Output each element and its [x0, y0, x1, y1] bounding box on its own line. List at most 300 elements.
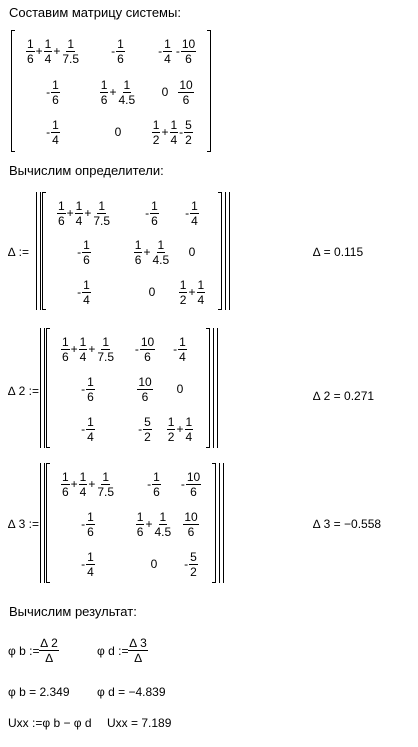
matrix-expression	[167, 415, 193, 444]
matrix-cell	[170, 234, 214, 270]
matrix-expression	[100, 78, 136, 107]
fraction-numerator: 10	[181, 36, 196, 51]
fraction	[150, 199, 159, 228]
fraction-numerator: 1	[197, 277, 205, 292]
matrix-cell-content	[151, 557, 158, 571]
fraction	[140, 335, 155, 364]
fraction-denominator: 6	[185, 51, 192, 66]
matrix-expression	[46, 78, 60, 107]
matrix-bracket-right	[218, 192, 222, 310]
determinant-bar-left-outer	[40, 328, 41, 448]
determinant-bar-right-inner	[219, 463, 220, 583]
fraction	[178, 78, 193, 107]
matrix-cell	[46, 234, 122, 270]
plus-sign: +	[188, 285, 196, 299]
determinant-bar-right-inner	[225, 192, 226, 310]
heading-determinants: Вычислим определители:	[9, 163, 164, 178]
fraction	[86, 510, 95, 539]
fraction-numerator: 1	[102, 334, 110, 349]
matrix-value: 0	[114, 125, 122, 139]
fraction-numerator: 1	[123, 77, 131, 92]
fraction	[181, 37, 196, 66]
fraction	[86, 550, 95, 579]
minus-sign: -	[173, 342, 178, 356]
plus-sign: +	[143, 245, 151, 259]
phi-d-definition	[97, 636, 148, 665]
fraction-numerator: 1	[79, 334, 87, 349]
fraction	[79, 470, 88, 499]
fraction-numerator: 1	[57, 198, 65, 213]
matrix-cell	[15, 114, 91, 150]
minus-sign: -	[77, 285, 82, 299]
fraction-denominator: 6	[57, 213, 65, 228]
fraction-numerator: 1	[100, 77, 108, 92]
matrix-cell-content	[81, 510, 95, 539]
fraction-denominator: 4	[79, 484, 87, 499]
fraction	[82, 278, 91, 307]
matrix-value: 0	[150, 557, 158, 571]
matrix-cell	[170, 274, 214, 310]
plus-sign: +	[35, 44, 43, 58]
matrix-expression	[179, 118, 193, 147]
matrix-cell	[158, 371, 202, 407]
fraction-denominator: 6	[100, 92, 108, 107]
phi-b-definition	[8, 636, 59, 665]
fraction-denominator: 6	[61, 484, 69, 499]
matrix-expression	[26, 37, 80, 66]
phi-d-def-lhs: φ d :=	[97, 643, 129, 658]
fraction-denominator: 6	[61, 349, 69, 364]
fraction-numerator: 1	[87, 549, 94, 564]
matrix-cell	[174, 506, 208, 542]
fraction	[152, 118, 161, 147]
fraction-numerator: 1	[167, 414, 175, 429]
matrix-cell-content	[185, 199, 199, 228]
fraction-numerator: 1	[179, 334, 186, 349]
matrix-cell-content	[137, 375, 152, 404]
matrix-cell	[50, 331, 126, 367]
fraction-denominator: 7.5	[62, 51, 80, 66]
phi-b-result: φ b = 2.349	[8, 685, 70, 699]
matrix-cell-content	[26, 37, 80, 66]
fraction-numerator: 1	[170, 117, 178, 132]
matrix-cell-content	[162, 85, 169, 99]
fraction-numerator: 1	[157, 237, 165, 252]
matrix-cell	[50, 546, 126, 582]
fraction-denominator: 4	[44, 51, 52, 66]
fraction-denominator: 2	[144, 429, 151, 444]
minus-sign: -	[46, 125, 51, 139]
fraction-numerator: 10	[179, 77, 193, 92]
fraction	[82, 238, 91, 267]
matrix-bracket-right	[212, 463, 216, 583]
fraction-denominator: 4	[79, 349, 87, 364]
plus-sign: +	[176, 422, 184, 436]
fraction-denominator: 7.5	[93, 213, 111, 228]
fraction-numerator: 1	[52, 77, 59, 92]
matrix-cell-content	[184, 550, 198, 579]
determinant-bar-right-outer	[229, 192, 230, 310]
matrix-expression	[183, 510, 198, 539]
delta-result: ∆ = 0.115	[313, 245, 364, 259]
plus-sign: +	[109, 85, 117, 99]
phi-d-fraction	[128, 636, 147, 665]
matrix-expression	[61, 470, 115, 499]
fraction	[86, 415, 95, 444]
fraction	[116, 37, 125, 66]
fraction-denominator: 6	[190, 484, 197, 499]
fraction-denominator: 4	[191, 213, 198, 228]
matrix-cell	[158, 331, 202, 367]
fraction-numerator: 1	[151, 198, 158, 213]
fraction	[61, 470, 70, 499]
matrix-value: 0	[188, 245, 196, 259]
minus-sign: -	[185, 206, 190, 220]
delta3-result: ∆ 3 = −0.558	[313, 517, 382, 531]
matrix-cell	[50, 506, 126, 542]
minus-sign: -	[175, 44, 180, 58]
fraction	[118, 78, 137, 107]
fraction-denominator: 2	[152, 132, 160, 147]
phi-b-denominator: ∆	[45, 651, 53, 665]
minus-sign: -	[81, 382, 86, 396]
phi-b-numerator: ∆ 2	[40, 636, 58, 650]
minus-sign: -	[81, 517, 86, 531]
phi-d-numerator: ∆ 3	[129, 636, 147, 650]
fraction	[26, 37, 35, 66]
fraction-denominator: 6	[182, 92, 190, 107]
matrix-expression	[184, 550, 198, 579]
plus-sign: +	[70, 342, 78, 356]
fraction-numerator: 1	[67, 36, 75, 51]
fraction	[134, 238, 143, 267]
matrix-cell-content	[136, 510, 172, 539]
minus-sign: -	[134, 342, 139, 356]
plus-sign: +	[88, 477, 96, 491]
matrix-cell-content	[173, 335, 187, 364]
fraction-denominator: 7.5	[97, 484, 115, 499]
minus-sign: -	[180, 477, 185, 491]
fraction-numerator: 1	[102, 469, 110, 484]
fraction-denominator: 4.5	[152, 252, 170, 267]
matrix-cell-content	[183, 510, 198, 539]
determinant-bar-left-inner	[40, 192, 41, 310]
fraction-numerator: 1	[87, 509, 94, 524]
fraction-denominator: 4	[179, 349, 186, 364]
fraction-denominator: 2	[179, 292, 187, 307]
matrix-expression	[81, 415, 95, 444]
determinant-bar-right-outer	[217, 328, 218, 448]
matrix-cell-content	[46, 118, 60, 147]
fraction-denominator: 6	[83, 252, 90, 267]
fraction-denominator: 4	[170, 132, 178, 147]
fraction	[167, 415, 176, 444]
fraction-denominator: 4	[164, 51, 171, 66]
delta-label: ∆ :=	[8, 245, 30, 259]
determinant-bar-left-inner	[44, 328, 45, 448]
matrix-cell	[15, 33, 91, 69]
matrix-bracket-right	[207, 30, 211, 152]
determinant-bar-left-outer	[36, 192, 37, 310]
matrix-expression	[134, 238, 170, 267]
determinant-bar-left-outer	[40, 463, 41, 583]
matrix-expression	[179, 278, 205, 307]
fraction-denominator: 4.5	[154, 524, 172, 539]
fraction-numerator: 5	[144, 414, 151, 429]
matrix-expression	[181, 470, 201, 499]
matrix-cell	[170, 195, 214, 231]
matrix-cell	[158, 411, 202, 447]
fraction-numerator: 1	[117, 36, 124, 51]
fraction-denominator: 4	[87, 429, 94, 444]
minus-sign: -	[145, 206, 150, 220]
plus-sign: +	[88, 342, 96, 356]
fraction	[152, 238, 171, 267]
fraction-numerator: 1	[44, 36, 52, 51]
fraction-denominator: 4	[185, 429, 193, 444]
fraction	[154, 510, 173, 539]
determinant-bar-right-outer	[223, 463, 224, 583]
matrix-cell	[169, 33, 203, 69]
plus-sign: +	[145, 517, 153, 531]
matrix-cell-content	[135, 335, 155, 364]
fraction	[51, 78, 60, 107]
matrix-cell-content	[189, 245, 196, 259]
delta2-result: ∆ 2 = 0.271	[313, 389, 375, 403]
minus-sign: -	[147, 477, 152, 491]
plus-sign: +	[70, 477, 78, 491]
fraction-denominator: 6	[141, 389, 149, 404]
fraction-numerator: 1	[87, 414, 94, 429]
matrix-cell-content	[77, 278, 91, 307]
fraction-denominator: 2	[167, 429, 175, 444]
matrix-cell-content	[61, 335, 115, 364]
fraction-denominator: 6	[187, 524, 195, 539]
matrix-cell	[128, 506, 180, 542]
fraction	[190, 199, 199, 228]
fraction	[57, 199, 66, 228]
plus-sign: +	[66, 206, 74, 220]
fraction	[96, 470, 115, 499]
matrix-expression	[145, 199, 159, 228]
matrix-expression	[57, 199, 111, 228]
heading-matrix: Составим матрицу системы:	[9, 5, 181, 20]
matrix-cell-content	[179, 278, 205, 307]
fraction	[136, 510, 145, 539]
matrix-expression	[81, 375, 95, 404]
fraction-numerator: 1	[136, 509, 144, 524]
fraction-denominator: 6	[153, 484, 160, 499]
matrix-expression	[147, 470, 161, 499]
minus-sign: -	[46, 85, 51, 99]
phi-d-result: φ d = −4.839	[97, 685, 166, 699]
fraction	[184, 118, 193, 147]
fraction-numerator: 1	[87, 374, 94, 389]
fraction-numerator: 1	[134, 237, 142, 252]
matrix-expression	[111, 37, 125, 66]
fraction-denominator: 6	[151, 213, 158, 228]
matrix-cell-content	[77, 238, 91, 267]
uxx-result: Uxx = 7.189	[107, 716, 172, 730]
fraction-numerator: 10	[184, 509, 198, 524]
fraction-numerator: 1	[61, 334, 69, 349]
minus-sign: -	[111, 44, 116, 58]
matrix-value: 0	[176, 382, 184, 396]
matrix-expression	[185, 199, 199, 228]
matrix-cell	[50, 371, 126, 407]
matrix-cell-content	[111, 37, 125, 66]
matrix-cell-content	[177, 382, 184, 396]
fraction-denominator: 6	[87, 389, 94, 404]
matrix-cell	[93, 114, 143, 150]
matrix-value: 0	[148, 285, 156, 299]
plus-sign: +	[161, 125, 169, 139]
fraction-numerator: 1	[152, 117, 160, 132]
plus-sign: +	[84, 206, 92, 220]
matrix-cell-content	[57, 199, 111, 228]
matrix-cell-content	[46, 78, 60, 107]
matrix-expression	[81, 550, 95, 579]
minus-sign: -	[179, 125, 184, 139]
matrix-cell-content	[100, 78, 136, 107]
fraction-numerator: 1	[79, 469, 87, 484]
fraction-numerator: 1	[179, 277, 187, 292]
matrix-cell-content	[81, 550, 95, 579]
fraction-denominator: 6	[134, 252, 142, 267]
fraction-numerator: 1	[61, 469, 69, 484]
fraction	[197, 278, 206, 307]
minus-sign: -	[81, 422, 86, 436]
matrix-cell-content	[81, 415, 95, 444]
minus-sign: -	[158, 44, 163, 58]
fraction-numerator: 1	[52, 117, 59, 132]
fraction-denominator: 4	[83, 292, 90, 307]
fraction-numerator: 1	[159, 509, 167, 524]
matrix-expression	[46, 118, 60, 147]
fraction	[152, 470, 161, 499]
matrix-cell-content	[145, 199, 159, 228]
fraction	[44, 37, 53, 66]
fraction	[100, 78, 109, 107]
fraction	[96, 335, 115, 364]
matrix-cell-content	[147, 470, 161, 499]
matrix-cell	[93, 33, 143, 69]
uxx-definition: Uxx :=φ b − φ d	[8, 716, 92, 730]
fraction	[79, 335, 88, 364]
matrix-cell-content	[138, 415, 152, 444]
fraction	[92, 199, 111, 228]
fraction-numerator: 1	[26, 36, 34, 51]
matrix-cell-content	[181, 470, 201, 499]
fraction-numerator: 1	[191, 198, 198, 213]
fraction-numerator: 1	[83, 277, 90, 292]
fraction-numerator: 5	[185, 117, 192, 132]
matrix-cell-content	[149, 285, 156, 299]
matrix-cell	[174, 546, 208, 582]
fraction	[61, 37, 80, 66]
fraction	[185, 415, 194, 444]
minus-sign: -	[184, 557, 189, 571]
fraction-denominator: 7.5	[97, 349, 115, 364]
matrix-cell	[93, 74, 143, 110]
fraction-numerator: 1	[185, 414, 193, 429]
fraction-numerator: 1	[98, 198, 106, 213]
matrix-cell-content	[81, 375, 95, 404]
matrix-cell	[169, 74, 203, 110]
delta2-label: ∆ 2 :=	[8, 384, 40, 398]
matrix-cell	[128, 466, 180, 502]
matrix-expression	[135, 335, 155, 364]
matrix-cell	[169, 114, 203, 150]
fraction-numerator: 10	[138, 374, 152, 389]
fraction-denominator: 6	[52, 92, 59, 107]
fraction	[61, 335, 70, 364]
fraction-numerator: 1	[153, 469, 160, 484]
fraction	[137, 375, 152, 404]
determinant-bar-right-inner	[213, 328, 214, 448]
fraction	[143, 415, 152, 444]
fraction-denominator: 4	[75, 213, 83, 228]
minus-sign: -	[81, 557, 86, 571]
fraction-denominator: 2	[190, 564, 197, 579]
matrix-cell-content	[115, 125, 122, 139]
matrix-expression	[77, 238, 91, 267]
matrix-cell	[50, 466, 126, 502]
matrix-cell-content	[176, 37, 196, 66]
fraction-denominator: 4	[197, 292, 205, 307]
matrix-cell-content	[179, 118, 193, 147]
fraction	[186, 470, 201, 499]
fraction-denominator: 4.5	[118, 92, 136, 107]
fraction	[51, 118, 60, 147]
fraction-denominator: 4	[87, 564, 94, 579]
matrix-expression	[176, 37, 196, 66]
fraction-numerator: 1	[164, 36, 171, 51]
matrix-expression	[61, 335, 115, 364]
matrix-expression	[77, 278, 91, 307]
determinant-bar-left-inner	[44, 463, 45, 583]
matrix-expression	[136, 510, 172, 539]
fraction	[179, 278, 188, 307]
matrix-value: 0	[161, 85, 169, 99]
fraction-denominator: 6	[136, 524, 144, 539]
fraction-denominator: 6	[117, 51, 124, 66]
fraction	[189, 550, 198, 579]
fraction	[75, 199, 84, 228]
matrix-cell-content	[178, 78, 193, 107]
matrix-expression	[178, 78, 193, 107]
fraction-numerator: 10	[140, 334, 155, 349]
fraction-numerator: 1	[75, 198, 83, 213]
fraction-numerator: 5	[190, 549, 197, 564]
matrix-cell-content	[167, 415, 193, 444]
matrix-expression	[81, 510, 95, 539]
matrix-cell	[46, 274, 122, 310]
fraction-denominator: 6	[26, 51, 34, 66]
plus-sign: +	[53, 44, 61, 58]
matrix-cell	[128, 546, 180, 582]
fraction-numerator: 10	[186, 469, 201, 484]
matrix-expression	[138, 415, 152, 444]
matrix-cell-content	[61, 470, 115, 499]
matrix-expression	[137, 375, 152, 404]
matrix-cell	[15, 74, 91, 110]
matrix-cell	[174, 466, 208, 502]
fraction-denominator: 6	[87, 524, 94, 539]
fraction-numerator: 1	[83, 237, 90, 252]
phi-d-denominator: ∆	[134, 651, 142, 665]
minus-sign: -	[77, 245, 82, 259]
